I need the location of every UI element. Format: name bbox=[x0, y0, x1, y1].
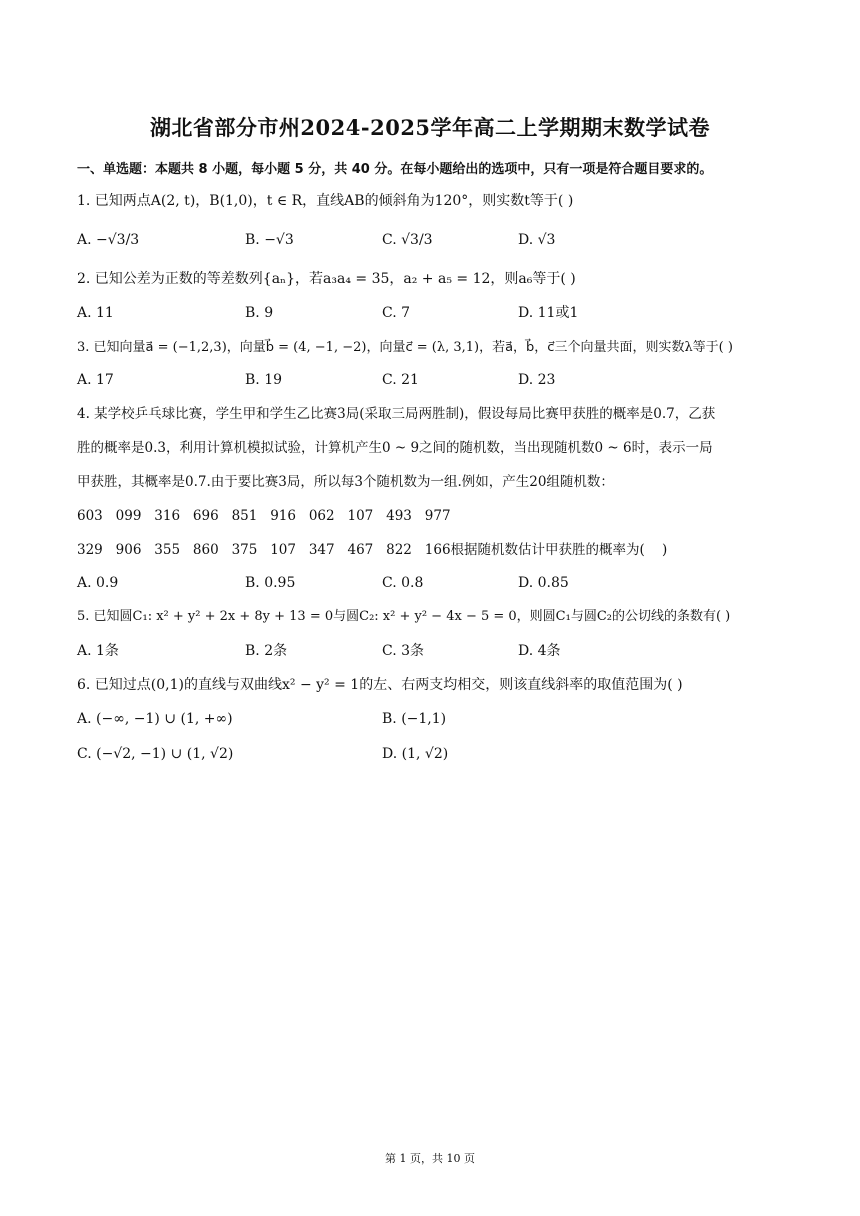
question-1-option-b[interactable]: B. −√3 bbox=[245, 232, 294, 248]
question-4-line-3: 甲获胜，其概率是0.7.由于要比赛3局，所以每3个随机数为一组.例如，产生20组随机数： bbox=[77, 474, 614, 490]
question-1-option-d[interactable]: D. √3 bbox=[518, 232, 556, 248]
question-4-line-1: 4. 某学校乒乓球比赛，学生甲和学生乙比赛3局(采取三局两胜制)，假设每局比赛甲获胜的概率是0.7，乙获 bbox=[77, 406, 716, 422]
question-5-stem: 5. 已知圆C₁: x² + y² + 2x + 8y + 13 = 0与圆C₂: x² + y² − 4x − 5 = 0，则圆C₁与圆C₂的公切线的条数有( ) bbox=[77, 609, 731, 624]
question-1-stem: 1. 已知两点A(2, t)，B(1,0)，t ∈ R，直线AB的倾斜角为120°，则实数t等于( ) bbox=[77, 193, 574, 209]
question-4-option-d[interactable]: D. 0.85 bbox=[518, 575, 569, 591]
question-4-random-numbers-1: 603 099 316 696 851 916 062 107 493 977 bbox=[77, 508, 451, 524]
question-6-option-c[interactable]: C. (−√2, −1) ∪ (1, √2) bbox=[77, 746, 234, 762]
question-1-option-c[interactable]: C. √3/3 bbox=[382, 232, 433, 248]
question-3-stem: 3. 已知向量a⃗ = (−1,2,3)，向量b⃗ = (4, −1, −2)，向量c⃗ = (λ, 3,1)，若a⃗，b⃗，c⃗三个向量共面，则实数λ等于( ) bbox=[77, 340, 733, 355]
question-3-option-b[interactable]: B. 19 bbox=[245, 372, 283, 388]
question-5-option-c[interactable]: C. 3条 bbox=[382, 643, 425, 659]
question-5-option-d[interactable]: D. 4条 bbox=[518, 643, 561, 659]
question-1-option-a[interactable]: A. −√3/3 bbox=[77, 232, 140, 248]
question-6-stem: 6. 已知过点(0,1)的直线与双曲线x² − y² = 1的左、右两支均相交，则该直线斜率的取值范围为( ) bbox=[77, 677, 683, 693]
question-3-option-c[interactable]: C. 21 bbox=[382, 372, 419, 388]
question-3-option-d[interactable]: D. 23 bbox=[518, 372, 556, 388]
question-4-option-c[interactable]: C. 0.8 bbox=[382, 575, 424, 591]
question-2-stem: 2. 已知公差为正数的等差数列{aₙ}，若a₃a₄ = 35，a₂ + a₅ = 12，则a₆等于( ) bbox=[77, 271, 576, 287]
question-3-option-a[interactable]: A. 17 bbox=[77, 372, 114, 388]
question-2-option-a[interactable]: A. 11 bbox=[77, 305, 114, 321]
question-4-option-a[interactable]: A. 0.9 bbox=[77, 575, 119, 591]
question-4-line-2: 胜的概率是0.3，利用计算机模拟试验，计算机产生0 ~ 9之间的随机数，当出现随机数0 ~ 6时，表示一局 bbox=[77, 440, 713, 456]
section-heading: 一、单选题：本题共 8 小题，每小题 5 分，共 40 分。在每小题给出的选项中，只有一项是符合题目要求的。 bbox=[77, 162, 713, 177]
question-4-option-b[interactable]: B. 0.95 bbox=[245, 575, 296, 591]
question-6-option-b[interactable]: B. (−1,1) bbox=[382, 711, 447, 727]
question-5-option-a[interactable]: A. 1条 bbox=[77, 643, 119, 659]
question-4-random-numbers-2: 329 906 355 860 375 107 347 467 822 166根据随机数估计甲获胜的概率为( ) bbox=[77, 542, 668, 558]
question-6-option-a[interactable]: A. (−∞, −1) ∪ (1, +∞) bbox=[77, 711, 233, 727]
question-2-option-b[interactable]: B. 9 bbox=[245, 305, 274, 321]
page-footer: 第 1 页，共 10 页 bbox=[385, 1152, 475, 1165]
page-title: 湖北省部分市州2024-2025学年高二上学期期末数学试卷 bbox=[149, 115, 711, 140]
question-2-option-d[interactable]: D. 11或1 bbox=[518, 305, 579, 321]
question-2-option-c[interactable]: C. 7 bbox=[382, 305, 411, 321]
question-5-option-b[interactable]: B. 2条 bbox=[245, 643, 288, 659]
question-6-option-d[interactable]: D. (1, √2) bbox=[382, 746, 449, 762]
